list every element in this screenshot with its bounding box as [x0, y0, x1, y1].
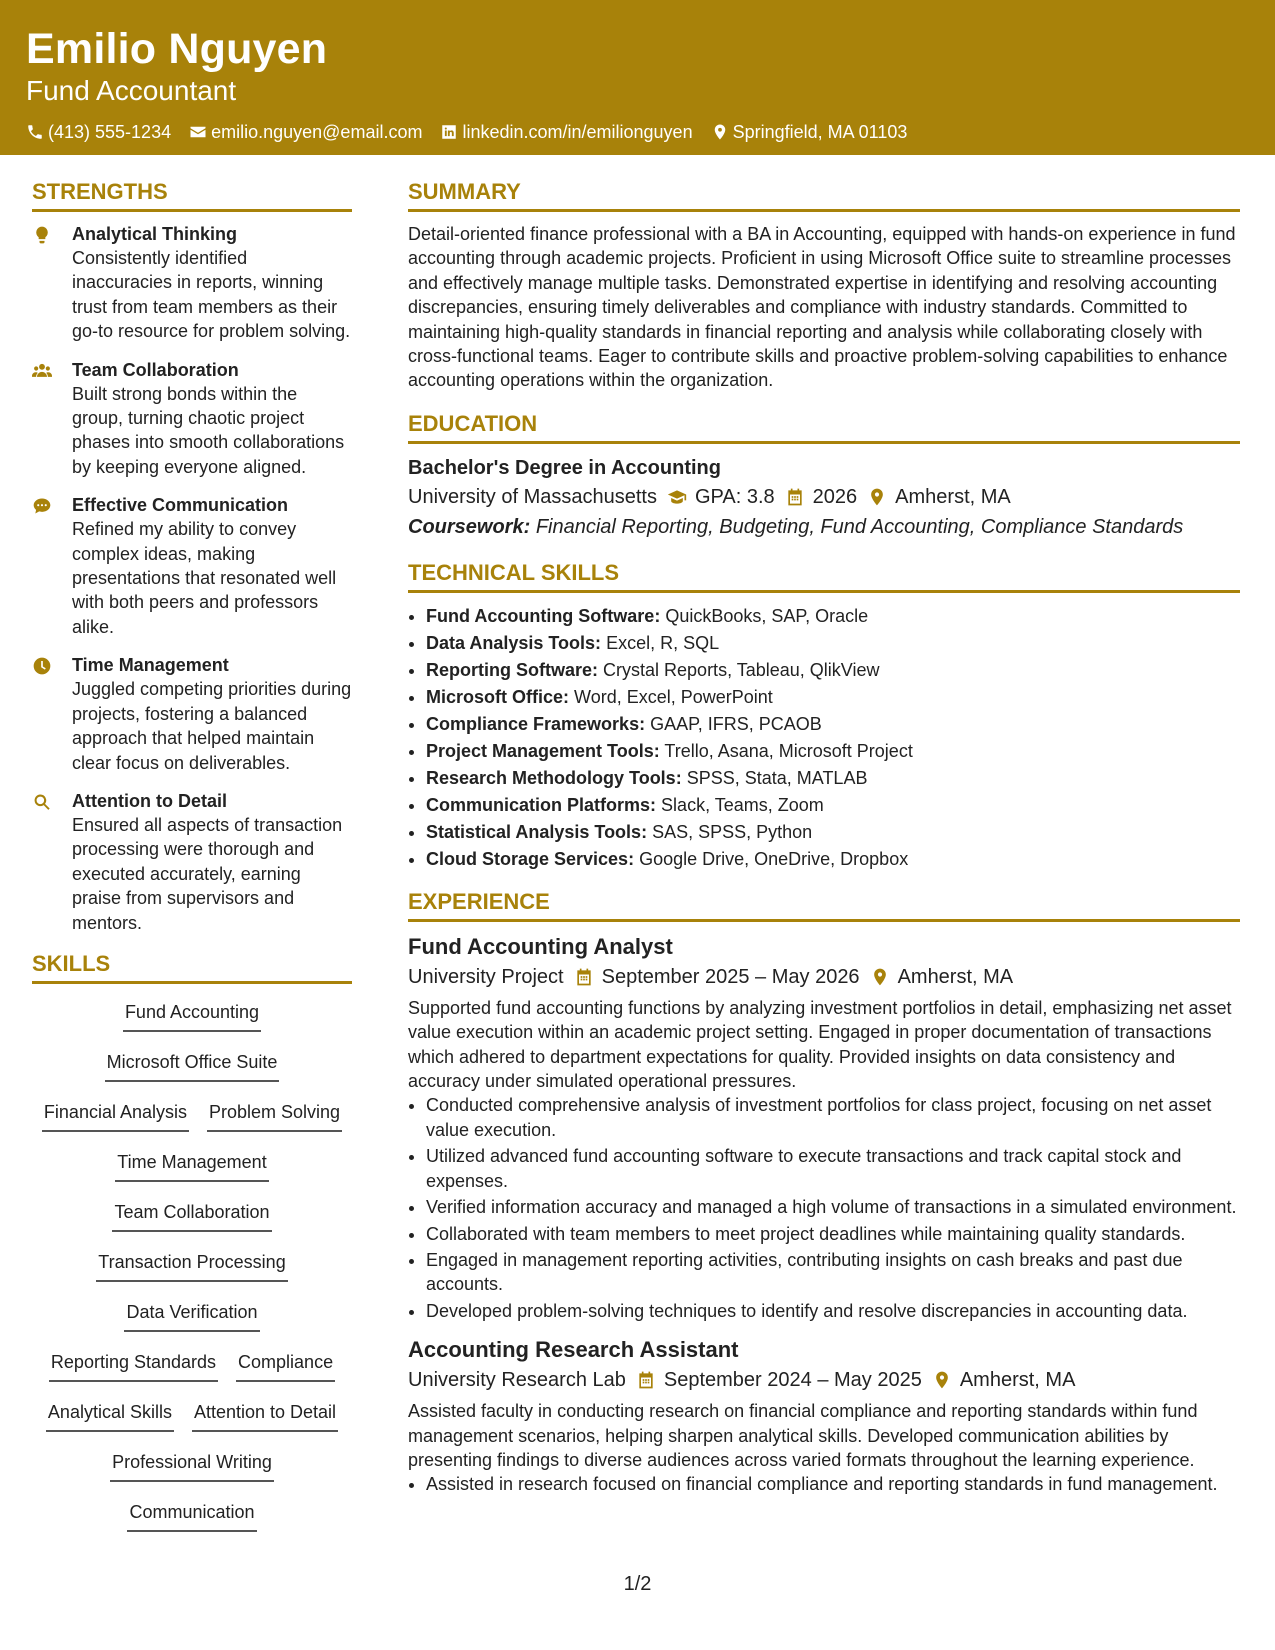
job-org: University Project	[408, 965, 564, 988]
contact-linkedin[interactable]	[440, 120, 692, 144]
strength-title: Effective Communication	[72, 495, 289, 516]
tech-label: Microsoft Office:	[426, 686, 570, 707]
envelope-icon	[189, 123, 207, 141]
job-description: Assisted faculty in conducting research on financial compliance and reporting standards within fund management scenarios, helping sharpen analytical skills. Developed communication abilities by presenting findings to diverse audiences across varied formats throughout the learning experience.	[408, 1401, 1198, 1470]
search-icon	[32, 792, 52, 812]
skill-tag: Reporting Standards	[49, 1350, 218, 1382]
tech-value: SAS, SPSS, Python	[652, 821, 813, 842]
phone-icon	[26, 123, 44, 141]
calendar-icon	[785, 487, 805, 507]
strength-item	[32, 493, 352, 639]
list-item: • Engaged in management reporting activities, contributing insights on cash breaks and past due accounts.	[426, 1248, 1240, 1297]
map-pin-icon	[870, 967, 890, 987]
map-pin-icon	[711, 123, 729, 141]
tech-value: Slack, Teams, Zoom	[661, 794, 824, 815]
email-text[interactable]: emilio.nguyen@email.com	[211, 122, 423, 142]
contact-email[interactable]	[189, 120, 422, 144]
gpa-text: GPA: 3.8	[694, 485, 775, 508]
tech-label: Cloud Storage Services:	[426, 848, 635, 869]
summary-heading: SUMMARY	[408, 177, 1240, 212]
list-item	[426, 684, 1240, 711]
job-org: University Research Lab	[408, 1369, 626, 1392]
candidate-name: Emilio Nguyen	[26, 25, 328, 73]
list-item: • Verified information accuracy and managed a high volume of transactions in a simulated environment.	[426, 1195, 1240, 1219]
strength-item	[32, 222, 352, 344]
list-item: • Utilized advanced fund accounting software to execute transactions and track capital stock and expenses.	[426, 1144, 1240, 1193]
left-column	[32, 177, 352, 1532]
job-description: Supported fund accounting functions by analyzing investment portfolios in detail, emphasizing net asset value execution within an academic project setting. Engaged in proper documentation of transactions which adhered to department expectations for quality. Provided insights on data consistency and accuracy under simulated operational pressures.	[408, 997, 1232, 1092]
users-icon	[32, 361, 52, 381]
strength-title: Attention to Detail	[72, 790, 227, 811]
strength-item	[32, 358, 352, 480]
tech-label: Research Methodology Tools:	[426, 767, 682, 788]
skill-tag: Transaction Processing	[96, 1250, 287, 1282]
graduation-year: 2026	[812, 485, 858, 508]
job-dates: September 2025 – May 2026	[601, 965, 860, 988]
tech-value: Google Drive, OneDrive, Dropbox	[639, 848, 909, 869]
skill-tag: Compliance	[236, 1350, 335, 1382]
strength-title: Time Management	[72, 655, 229, 676]
summary-text: Detail-oriented finance professional with a BA in Accounting, equipped with hands-on experience in fund accounting through academic projects. Proficient in using Microsoft Office suite to streamline processes and effectively manage multiple tasks. Demonstrated expertise in identifying and resolving accounting discrepancies, ensuring timely deliverables and compliance with industry standards. Committed to maintaining high-quality standards in financial reporting and analysis while collaborating closely with cross-functional teams. Eager to contribute skills and proactive problem-solving capabilities to enhance accounting operations within the organization.	[408, 224, 1236, 391]
job-bullets	[408, 1093, 1240, 1323]
list-item	[426, 630, 1240, 657]
strength-desc: Refined my ability to convey complex ideas, making presentations that resonated well with both peers and professors alike.	[72, 519, 337, 637]
graduation-cap-icon	[667, 487, 687, 507]
skill-tag: Microsoft Office Suite	[105, 1050, 280, 1082]
strength-item	[32, 789, 352, 935]
coursework-text: Financial Reporting, Budgeting, Fund Accounting, Compliance Standards	[535, 515, 1184, 538]
contact-row	[26, 120, 1249, 144]
job-location: Amherst, MA	[959, 1369, 1076, 1392]
experience-heading: EXPERIENCE	[408, 887, 1240, 922]
strength-desc: Ensured all aspects of transaction processing were thorough and executed accurately, earning praise from supervisors and mentors.	[72, 814, 343, 933]
tech-label: Reporting Software:	[426, 659, 599, 680]
job-meta	[408, 1365, 1240, 1395]
tech-value: Word, Excel, PowerPoint	[574, 686, 773, 707]
map-pin-icon	[867, 487, 887, 507]
job-title: Fund Accounting Analyst	[408, 933, 673, 959]
strength-desc: Juggled competing priorities during projects, fostering a balanced approach that helped maintain clear focus on deliverables.	[72, 679, 352, 773]
skill-tag: Attention to Detail	[192, 1400, 338, 1432]
tech-label: Communication Platforms:	[426, 794, 657, 815]
job-title: Accounting Research Assistant	[408, 1337, 739, 1363]
tech-value: GAAP, IFRS, PCAOB	[650, 713, 822, 734]
candidate-title: Fund Accountant	[26, 75, 237, 106]
school-location: Amherst, MA	[895, 485, 1011, 508]
job-entry	[408, 1335, 1240, 1497]
degree-title: Bachelor's Degree in Accounting	[408, 456, 721, 479]
strength-title: Team Collaboration	[72, 359, 239, 380]
strengths-heading: STRENGTHS	[32, 177, 352, 212]
strength-desc: Built strong bonds within the group, turning chaotic project phases into smooth collaborations by keeping everyone aligned.	[72, 383, 345, 477]
skill-tag: Data Verification	[124, 1300, 259, 1332]
linkedin-text[interactable]: linkedin.com/in/emilionguyen	[462, 122, 693, 142]
list-item: • Collaborated with team members to meet project deadlines while maintaining quality standards.	[426, 1222, 1240, 1246]
comment-icon	[32, 496, 52, 516]
lightbulb-icon	[32, 225, 52, 245]
strength-title: Analytical Thinking	[72, 224, 238, 244]
location-text: Springfield, MA 01103	[732, 122, 908, 142]
tech-value: Excel, R, SQL	[606, 632, 720, 653]
page-number: 1/2	[623, 1573, 652, 1595]
list-item	[426, 603, 1240, 630]
skills-heading: SKILLS	[32, 949, 352, 984]
tech-value: QuickBooks, SAP, Oracle	[665, 605, 869, 626]
list-item: • Assisted in research focused on financial compliance and reporting standards in fund management.	[426, 1472, 1240, 1496]
list-item	[426, 819, 1240, 846]
education-meta	[408, 482, 1240, 512]
calendar-icon	[574, 967, 594, 987]
calendar-icon	[636, 1370, 656, 1390]
skill-tag: Professional Writing	[110, 1450, 274, 1482]
tech-value: Crystal Reports, Tableau, QlikView	[603, 659, 880, 680]
skill-tag: Team Collaboration	[112, 1200, 271, 1232]
skill-tag: Time Management	[115, 1150, 268, 1182]
list-item	[426, 792, 1240, 819]
list-item	[426, 657, 1240, 684]
education-heading: EDUCATION	[408, 409, 1240, 444]
skills-list	[32, 994, 352, 1532]
tech-label: Data Analysis Tools:	[426, 632, 602, 653]
job-bullets	[408, 1472, 1240, 1496]
contact-phone	[26, 120, 171, 144]
tech-label: Statistical Analysis Tools:	[426, 821, 648, 842]
map-pin-icon	[932, 1370, 952, 1390]
strength-item	[32, 653, 352, 775]
tech-label: Compliance Frameworks:	[426, 713, 646, 734]
job-entry	[408, 932, 1240, 1323]
skill-tag: Communication	[127, 1500, 256, 1532]
phone-text: (413) 555-1234	[48, 122, 172, 142]
strength-desc: Consistently identified inaccuracies in reports, winning trust from team members as their go-to resource for problem solving.	[72, 248, 351, 342]
tech-label: Project Management Tools:	[426, 740, 660, 761]
technical-skills-list	[408, 603, 1240, 873]
tech-value: Trello, Asana, Microsoft Project	[664, 740, 913, 761]
clock-icon	[32, 656, 52, 676]
job-meta	[408, 962, 1240, 992]
contact-location	[711, 120, 908, 144]
skill-tag: Fund Accounting	[123, 1000, 261, 1032]
resume-header	[0, 0, 1275, 155]
list-item: • Conducted comprehensive analysis of investment portfolios for class project, focusing on net asset value execution.	[426, 1093, 1240, 1142]
list-item	[426, 738, 1240, 765]
list-item	[426, 711, 1240, 738]
tech-label: Fund Accounting Software:	[426, 605, 661, 626]
coursework-label: Coursework:	[408, 515, 531, 538]
right-column	[408, 177, 1240, 1509]
linkedin-icon	[440, 123, 458, 141]
skill-tag: Analytical Skills	[46, 1400, 174, 1432]
list-item	[426, 765, 1240, 792]
list-item	[426, 846, 1240, 873]
skill-tag: Problem Solving	[207, 1100, 342, 1132]
job-dates: September 2024 – May 2025	[663, 1369, 922, 1392]
coursework-line	[408, 512, 1240, 542]
skill-tag: Financial Analysis	[42, 1100, 189, 1132]
list-item: • Developed problem-solving techniques to identify and resolve discrepancies in accounting data.	[426, 1299, 1240, 1323]
tech-value: SPSS, Stata, MATLAB	[686, 767, 868, 788]
job-location: Amherst, MA	[897, 965, 1014, 988]
school-name: University of Massachusetts	[408, 485, 657, 508]
technical-skills-heading: TECHNICAL SKILLS	[408, 558, 1240, 593]
